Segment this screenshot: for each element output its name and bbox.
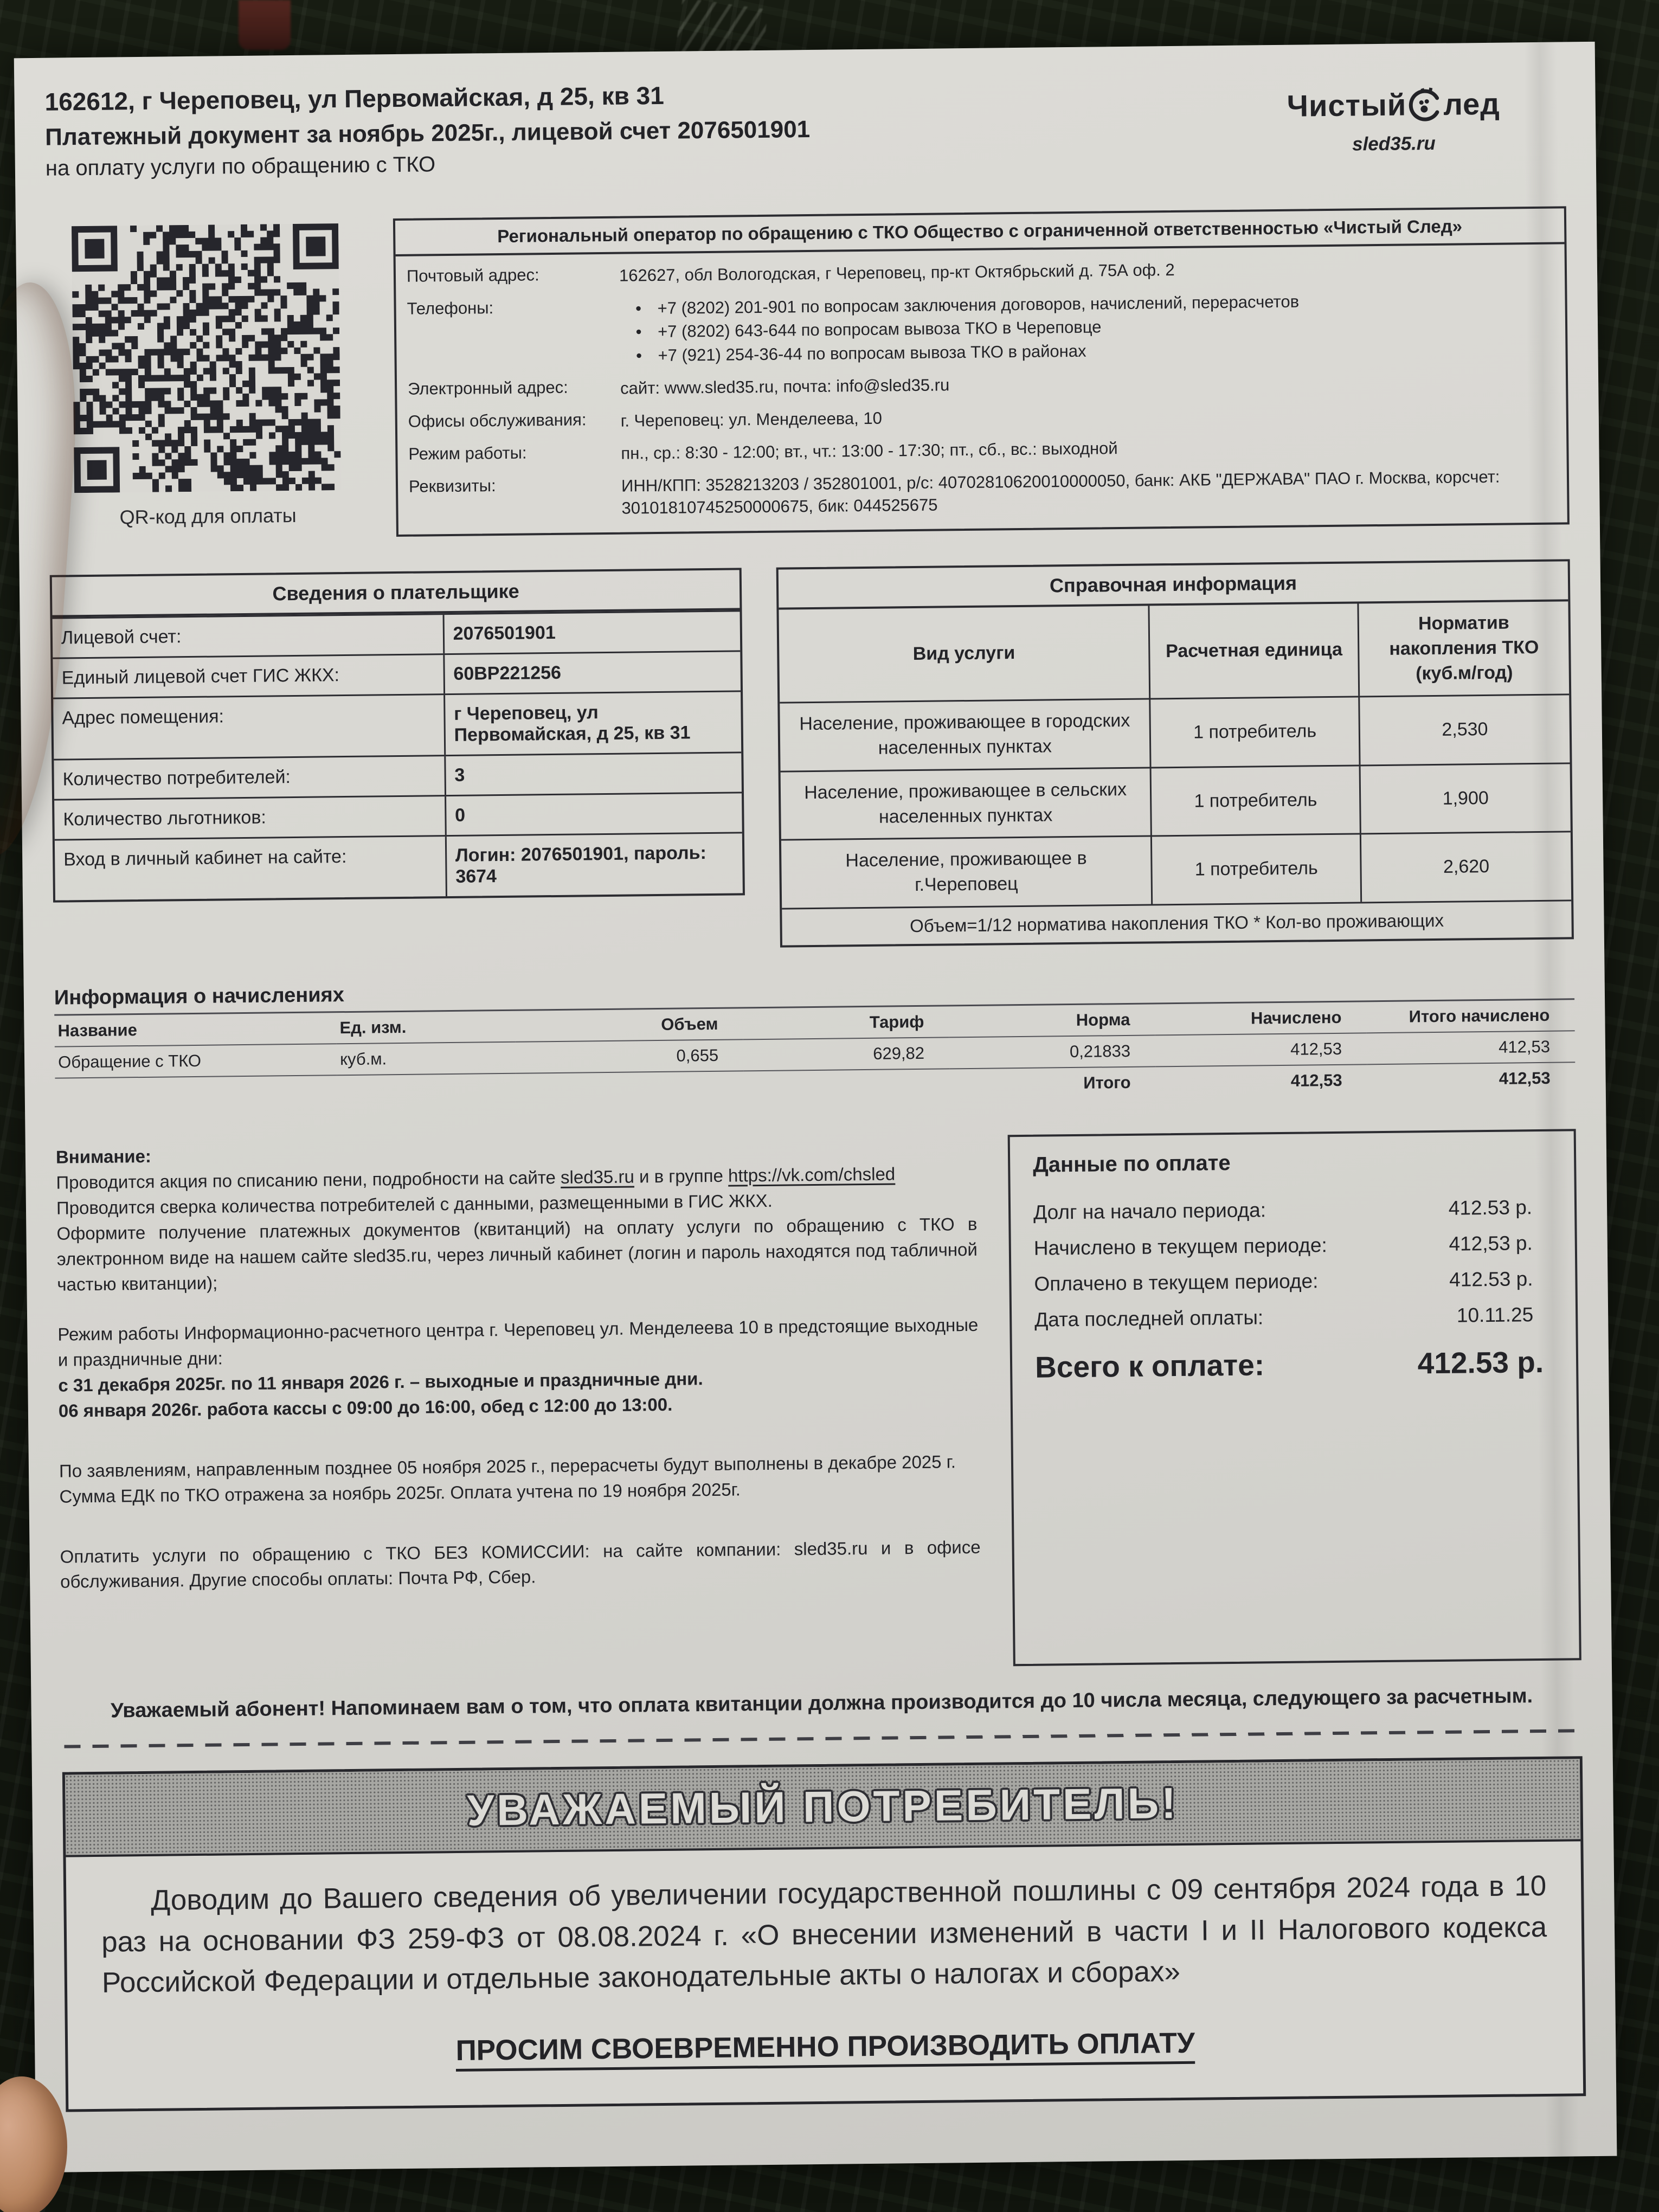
payer-row-gis bbox=[53, 651, 741, 698]
consumer-notice bbox=[62, 1756, 1586, 2112]
bullet-icon bbox=[620, 320, 658, 344]
text: Проводится акция по списанию пени, подробности на сайте bbox=[56, 1167, 561, 1193]
row-label: Дата последней оплаты: bbox=[1034, 1306, 1264, 1332]
reference-table-title: Справочная информация bbox=[779, 562, 1568, 610]
payment-data-box bbox=[1008, 1129, 1581, 1667]
cell-empty bbox=[516, 1072, 744, 1104]
recipient-address-block bbox=[44, 79, 811, 181]
payment-row-debt bbox=[1033, 1196, 1552, 1224]
row-value: 412.53 р. bbox=[1448, 1196, 1533, 1220]
bullet-icon bbox=[619, 297, 657, 320]
payment-title: Данные по оплате bbox=[1032, 1151, 1231, 1178]
total-label: Всего к оплате: bbox=[1034, 1348, 1265, 1385]
logo-text-right: лед bbox=[1443, 86, 1501, 121]
accruals-section bbox=[54, 971, 1576, 1109]
operator-table bbox=[393, 206, 1570, 537]
phone-text: +7 (8202) 201-901 по вопросам заключения договоров, начислений, перерасчетов bbox=[657, 292, 1300, 318]
payer-row-login bbox=[55, 832, 743, 901]
row-label: Единый лицевой счет ГИС ЖКХ: bbox=[53, 655, 445, 698]
col-header: Начислено bbox=[1155, 1002, 1367, 1036]
cell-volume: 0,655 bbox=[516, 1040, 744, 1074]
row-value: г Череповец, ул Первомайская, д 25, кв 31 bbox=[454, 702, 691, 746]
cell: Население, проживающее в сельских населенных пунктах bbox=[781, 768, 1153, 839]
cell-total-accrued: 412,53 bbox=[1367, 1032, 1576, 1065]
row-value: 0 bbox=[454, 805, 466, 826]
reference-header-row bbox=[779, 602, 1569, 704]
cell-accrued: 412,53 bbox=[1155, 1034, 1367, 1068]
dashed-separator bbox=[64, 1729, 1580, 1748]
document-subtitle: на оплату услуги по обращению с ТКО bbox=[45, 152, 436, 181]
logo-wordmark bbox=[1287, 86, 1500, 124]
col-header: Тариф bbox=[743, 1007, 949, 1040]
operator-row-phones bbox=[396, 282, 1565, 375]
attention-paragraph-edocs: Оформите получение платежных документов (квитанций) на оплату услуги по обращению с ТКО в электронном виде на нашем сайте sled35.ru, через личный кабинет (логин и пароль находятся под табличной частью квитанции); bbox=[56, 1213, 978, 1295]
operator-title: Региональный оператор по обращению с ТКО Общество с ограниченной ответственностью «Чистый След» bbox=[395, 208, 1565, 256]
cell-empty bbox=[743, 1070, 950, 1102]
payment-reminder: Уважаемый абонент! Напоминаем вам о том, что оплата квитанции должна производится до 10 числа месяца, следующего за расчетным. bbox=[110, 1684, 1533, 1722]
row-value: 412.53 р. bbox=[1449, 1268, 1533, 1291]
col-header: Ед. изм. bbox=[336, 1011, 516, 1044]
cell: Население, проживающее в городских населенных пунктах bbox=[780, 699, 1152, 770]
notice-footer: ПРОСИМ СВОЕВРЕМЕННО ПРОИЗВОДИТЬ ОПЛАТУ bbox=[455, 2027, 1195, 2067]
row-value: ИНН/КПП: 3528213203 / 352801001, р/с: 40702810620010000050, банк: АКБ "ДЕРЖАВА" ПАО г. Москва, корсчет: 30101810745250000675, бик: 044525675 bbox=[621, 467, 1500, 518]
row-label: Почтовый адрес: bbox=[406, 265, 539, 286]
notice-body: Доводим до Вашего сведения об увеличении государственной пошлины с 09 сентября 2024 года в 10 раз на основании ФЗ 259-ФЗ от 08.08.2024 г. «О внесении изменений в части I и II Налогового кодекса Российской Федерации и отдельные законодательные акты о налогах и сборах» bbox=[101, 1870, 1547, 1999]
reference-footnote: Объем=1/12 норматива накопления ТКО * Кол-во проживающих bbox=[909, 910, 1444, 936]
document-title: Платежный документ за ноябрь 2025г., лицевой счет 2076501901 bbox=[45, 115, 811, 151]
row-value: Логин: 2076501901, пароль: 3674 bbox=[455, 843, 707, 888]
payment-row-accrued bbox=[1034, 1232, 1552, 1260]
row-label: Долг на начало периода: bbox=[1033, 1199, 1266, 1224]
payer-row-consumers bbox=[54, 752, 742, 799]
row-value: 162627, обл Вологодская, г Череповец, пр-кт Октябрьский д. 75А оф. 2 bbox=[619, 260, 1175, 285]
attention-title: Внимание: bbox=[55, 1146, 152, 1167]
col-header: Расчетная единица bbox=[1150, 604, 1360, 698]
cell-empty bbox=[337, 1074, 516, 1106]
attention-paragraph-edk: Сумма ЕДК по ТКО отражена за ноябрь 2025г. Оплата учтена по 19 ноября 2025г. bbox=[59, 1479, 741, 1507]
cell-service: Обращение с ТКО bbox=[55, 1044, 337, 1078]
payer-row-address bbox=[53, 691, 741, 759]
operator-rows bbox=[396, 244, 1567, 535]
payment-row-paid bbox=[1034, 1268, 1552, 1296]
phones-list bbox=[619, 287, 1554, 367]
payer-row-account bbox=[53, 610, 741, 658]
row-label: Количество льготников: bbox=[54, 796, 446, 839]
reference-row-cherepovets bbox=[781, 833, 1571, 910]
payer-table-title: Сведения о плательщике bbox=[52, 570, 740, 618]
payment-row-lastdate bbox=[1034, 1303, 1553, 1332]
cell-unit: куб.м. bbox=[337, 1043, 516, 1076]
cell-tariff: 629,82 bbox=[743, 1038, 950, 1072]
row-value: 60ВР221256 bbox=[453, 663, 562, 685]
col-header: Объем bbox=[515, 1009, 743, 1043]
cell: 2,530 bbox=[1442, 718, 1488, 740]
logo-site-url: sled35.ru bbox=[1352, 132, 1436, 155]
row-value: пн., ср.: 8:30 - 12:00; вт., чт.: 13:00 - 17:30; пт., сб., вс.: выходной bbox=[621, 438, 1118, 463]
notice-header-band bbox=[65, 1759, 1580, 1857]
row-label: Вход в личный кабинет на сайте: bbox=[55, 837, 447, 901]
cell: 1,900 bbox=[1442, 787, 1489, 809]
vk-link: https://vk.com/chsled bbox=[728, 1163, 896, 1186]
document-header bbox=[44, 71, 1566, 181]
payer-row-beneficiaries bbox=[54, 792, 742, 839]
qr-code bbox=[72, 223, 341, 493]
cell: 1 потребитель bbox=[1152, 835, 1362, 904]
cell: 1 потребитель bbox=[1152, 766, 1361, 835]
row-value: 10.11.25 bbox=[1456, 1303, 1534, 1327]
row-label: Количество потребителей: bbox=[54, 756, 446, 799]
notice-title: УВАЖАЕМЫЙ ПОТРЕБИТЕЛЬ! bbox=[467, 1779, 1179, 1835]
row-value: 2076501901 bbox=[453, 622, 556, 645]
site-link: sled35.ru bbox=[560, 1166, 635, 1188]
row-value: 3 bbox=[454, 764, 465, 786]
reference-info-table bbox=[776, 560, 1574, 948]
col-header: Норматив накопления ТКО (куб.м/год) bbox=[1389, 612, 1539, 684]
cell: 2,620 bbox=[1443, 856, 1490, 878]
operator-section bbox=[46, 206, 1570, 541]
cell: Население, проживающее в г.Череповец bbox=[781, 837, 1153, 908]
bullet-icon bbox=[620, 344, 658, 368]
attention-paragraph-hours: Режим работы Информационно-расчетного центра г. Череповец ул. Менделеева 10 в предстоящие выходные и праздничные дни: bbox=[57, 1315, 979, 1370]
phone-text: +7 (8202) 643-644 по вопросам вывоза ТКО в Череповце bbox=[657, 317, 1102, 342]
row-value: г. Череповец: ул. Менделеева, 10 bbox=[620, 408, 883, 430]
col-header: Норма bbox=[949, 1005, 1155, 1038]
payment-total-row bbox=[1035, 1345, 1554, 1385]
row-label: Электронный адрес: bbox=[407, 377, 568, 398]
text: и в группе bbox=[634, 1165, 729, 1187]
attention-paragraph-recalc: По заявлениям, направленным позднее 05 ноября 2025 г., перерасчеты будут выполнены в декабре 2025 г. bbox=[59, 1451, 956, 1481]
col-header: Вид услуги bbox=[779, 606, 1150, 702]
cell-norm: 0,21833 bbox=[949, 1036, 1156, 1070]
mid-tables-section bbox=[50, 560, 1574, 955]
accruals-title: Информация о начислениях bbox=[54, 971, 1574, 1016]
row-label: Телефоны: bbox=[407, 298, 494, 318]
row-value: 412,53 р. bbox=[1449, 1232, 1533, 1256]
row-value: сайт: www.sled35.ru, почта: info@sled35.ru bbox=[620, 375, 950, 398]
attention-block bbox=[56, 1135, 981, 1595]
background-object bbox=[239, 0, 291, 50]
col-header: Название bbox=[54, 1013, 337, 1047]
cell-empty bbox=[55, 1076, 337, 1109]
qr-block bbox=[46, 219, 367, 530]
reference-row-rural bbox=[781, 764, 1571, 841]
row-label: Оплачено в текущем периоде: bbox=[1034, 1270, 1319, 1296]
bottom-section bbox=[56, 1129, 1581, 1676]
payer-info-table bbox=[50, 568, 745, 903]
accruals-table bbox=[54, 1000, 1576, 1109]
row-label: Режим работы: bbox=[408, 443, 527, 464]
logo-text-left: Чистый bbox=[1287, 87, 1407, 123]
row-label: Лицевой счет: bbox=[53, 615, 445, 658]
row-label: Начислено в текущем периоде: bbox=[1033, 1234, 1327, 1260]
row-label: Офисы обслуживания: bbox=[408, 410, 587, 431]
qr-caption: QR-код для оплаты bbox=[119, 504, 297, 529]
payment-document bbox=[14, 42, 1617, 2172]
row-label: Адрес помещения: bbox=[53, 695, 446, 759]
total-value: 412.53 р. bbox=[1417, 1345, 1544, 1380]
operator-row-requisites bbox=[398, 460, 1567, 527]
col-header: Итого начислено bbox=[1366, 1000, 1575, 1034]
row-label: Реквизиты: bbox=[408, 475, 496, 496]
company-logo bbox=[1287, 86, 1500, 156]
reference-row-urban bbox=[780, 695, 1570, 772]
total-accrued: 412,53 bbox=[1290, 1071, 1342, 1091]
total-overall: 412,53 bbox=[1499, 1069, 1551, 1089]
attention-paragraph-gis: Проводится сверка количества потребителей с данными, размещенными в ГИС ЖКХ. bbox=[56, 1190, 773, 1218]
phone-text: +7 (921) 254-36-44 по вопросам вывоза ТКО в районах bbox=[658, 341, 1086, 365]
total-label: Итого bbox=[1083, 1073, 1131, 1093]
cell: 1 потребитель bbox=[1151, 697, 1361, 767]
attention-holidays-line2: 06 января 2026г. работа кассы с 09:00 до 16:00, обед с 12:00 до 13:00. bbox=[58, 1394, 673, 1421]
attention-holidays-line1: с 31 декабря 2025г. по 11 января 2026 г. – выходные и праздничные дни. bbox=[58, 1368, 703, 1396]
paw-circle-icon bbox=[1407, 87, 1443, 122]
recipient-address: 162612, г Череповец, ул Первомайская, д 25, кв 31 bbox=[44, 81, 665, 116]
attention-paragraph-pay: Оплатить услуги по обращению с ТКО БЕЗ КОМИССИИ: на сайте компании: sled35.ru и в офисе обслуживания. Другие способы оплаты: Почта РФ, Сбер. bbox=[60, 1536, 981, 1592]
